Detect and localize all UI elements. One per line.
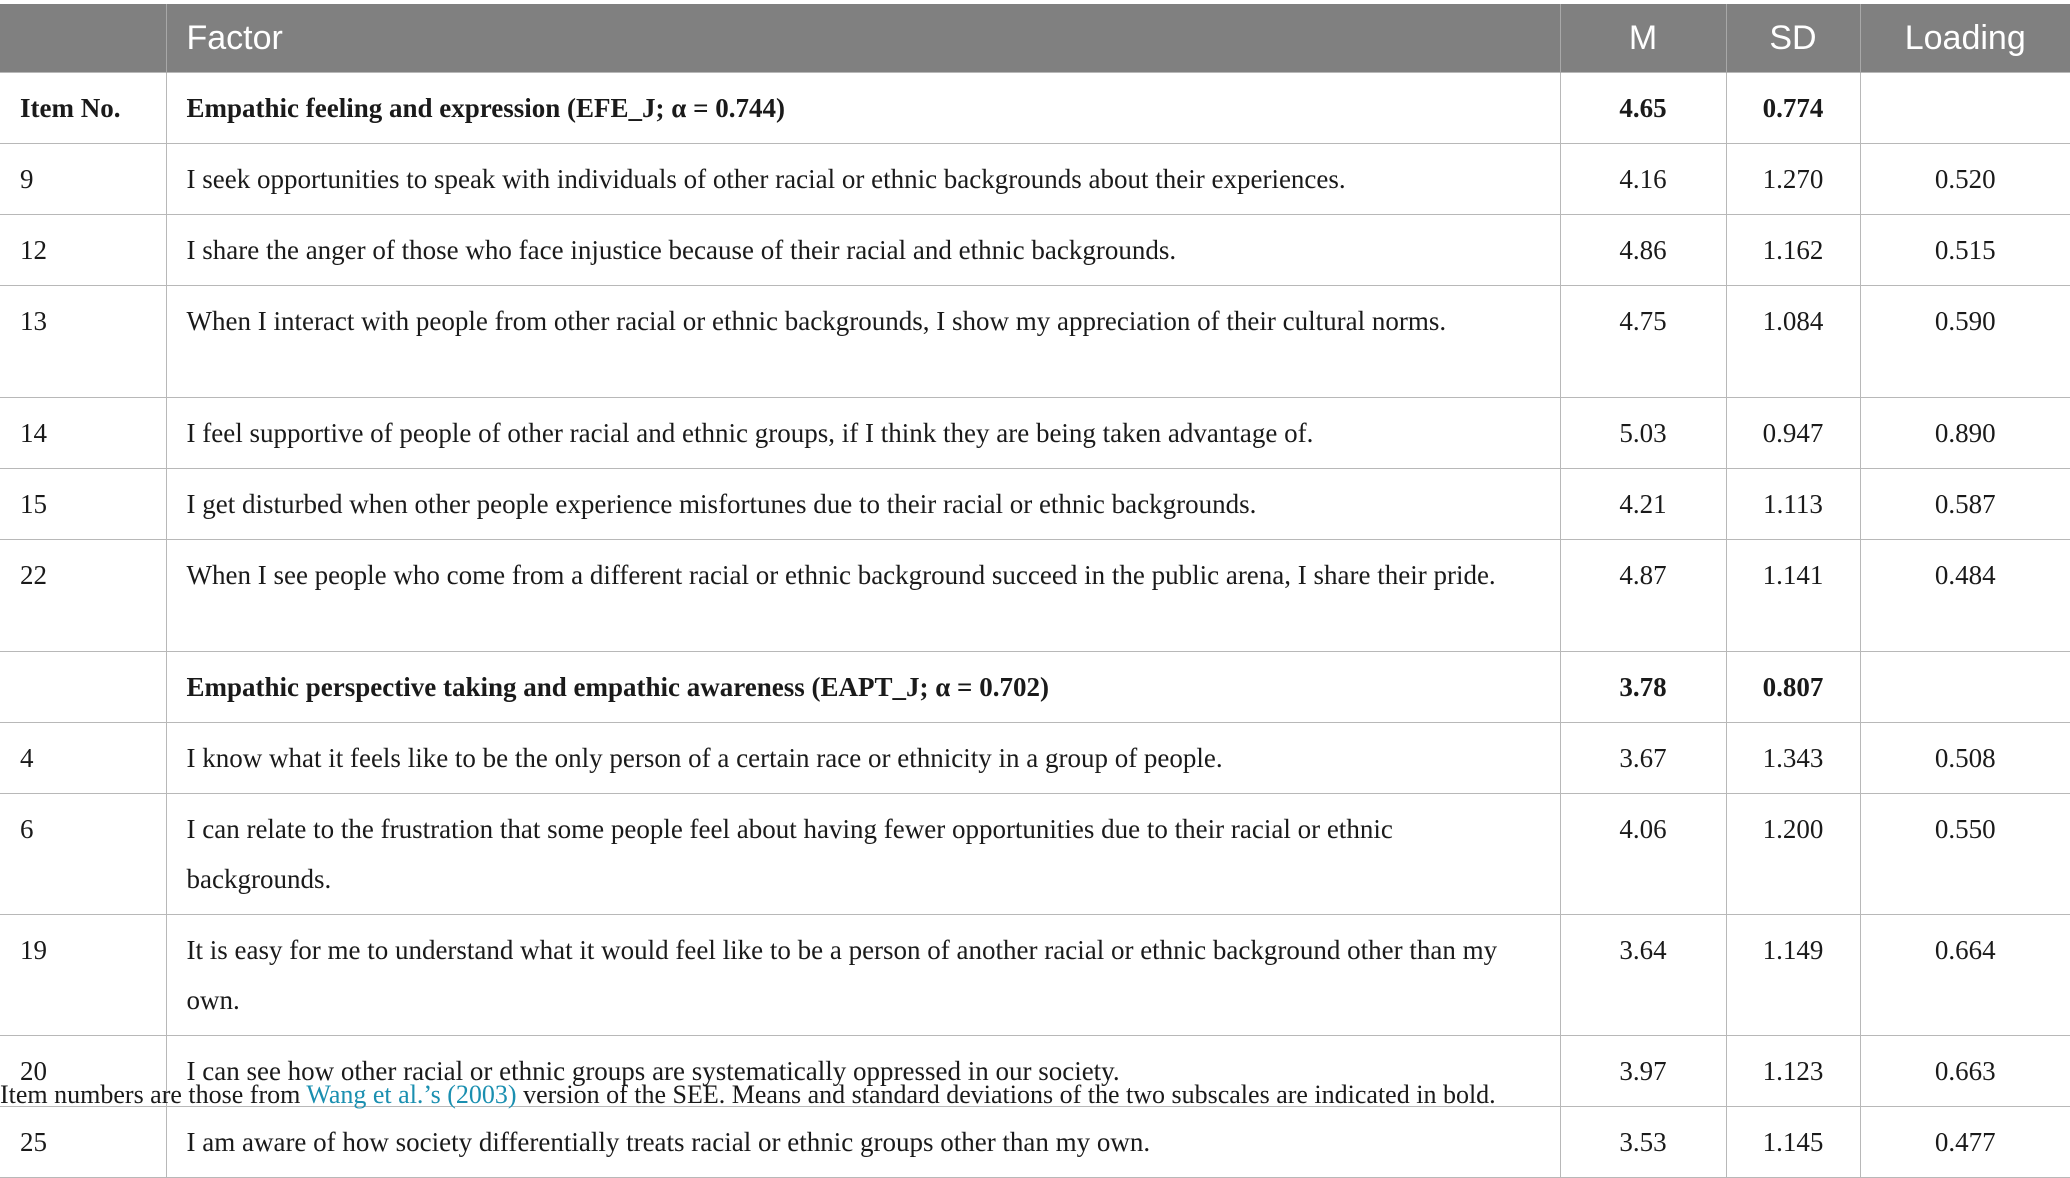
factor-loadings-table [0, 4, 2070, 1178]
cell-item [0, 652, 166, 723]
cell-loading [1860, 652, 2070, 723]
cell-loading: 0.663 [1860, 1036, 2070, 1107]
cell-text: When I interact with people from other racial or ethnic backgrounds, I show my appreciation of their cultural norms. [166, 286, 1560, 398]
table-row [0, 144, 2070, 215]
cell-sd: 1.084 [1726, 286, 1860, 398]
cell-text: I can see how other racial or ethnic groups are systematically oppressed in our society. [166, 1036, 1560, 1107]
cell-loading: 0.550 [1860, 794, 2070, 915]
cell-loading: 0.477 [1860, 1107, 2070, 1178]
cell-text: Empathic feeling and expression (EFE_J; α = 0.744) [166, 73, 1560, 144]
cell-sd: 1.162 [1726, 215, 1860, 286]
cell-sd: 1.113 [1726, 469, 1860, 540]
cell-text: I get disturbed when other people experience misfortunes due to their racial or ethnic backgrounds. [166, 469, 1560, 540]
cell-m: 3.78 [1560, 652, 1726, 723]
table-row [0, 723, 2070, 794]
cell-item: 13 [0, 286, 166, 398]
table-footnote [0, 1080, 1496, 1110]
table-row [0, 794, 2070, 915]
cell-item: 20 [0, 1036, 166, 1107]
cell-m: 3.64 [1560, 915, 1726, 1036]
cell-text: Empathic perspective taking and empathic awareness (EAPT_J; α = 0.702) [166, 652, 1560, 723]
table-container [0, 4, 2070, 1178]
cell-loading: 0.515 [1860, 215, 2070, 286]
cell-m: 4.87 [1560, 540, 1726, 652]
cell-m: 3.67 [1560, 723, 1726, 794]
header-m: M [1560, 4, 1726, 73]
cell-loading: 0.587 [1860, 469, 2070, 540]
table-row [0, 398, 2070, 469]
cell-item: 9 [0, 144, 166, 215]
footnote-text-before: Item numbers are those from [0, 1080, 307, 1109]
cell-text: I feel supportive of people of other racial and ethnic groups, if I think they are being taken advantage of. [166, 398, 1560, 469]
table-row [0, 215, 2070, 286]
cell-item: Item No. [0, 73, 166, 144]
cell-text: I can relate to the frustration that some people feel about having fewer opportunities due to their racial or ethnic backgrounds. [166, 794, 1560, 915]
cell-m: 4.21 [1560, 469, 1726, 540]
table-row [0, 540, 2070, 652]
cell-text: When I see people who come from a different racial or ethnic background succeed in the public arena, I share their pride. [166, 540, 1560, 652]
cell-m: 4.16 [1560, 144, 1726, 215]
header-item [0, 4, 166, 73]
header-sd: SD [1726, 4, 1860, 73]
header-loading: Loading [1860, 4, 2070, 73]
cell-text: I know what it feels like to be the only person of a certain race or ethnicity in a group of people. [166, 723, 1560, 794]
cell-m: 4.86 [1560, 215, 1726, 286]
cell-m: 4.06 [1560, 794, 1726, 915]
cell-text: I share the anger of those who face injustice because of their racial and ethnic backgrounds. [166, 215, 1560, 286]
cell-item: 6 [0, 794, 166, 915]
cell-sd: 1.149 [1726, 915, 1860, 1036]
table-row-section [0, 73, 2070, 144]
cell-item: 12 [0, 215, 166, 286]
header-factor: Factor [166, 4, 1560, 73]
cell-m: 3.53 [1560, 1107, 1726, 1178]
table-row [0, 1107, 2070, 1178]
cell-loading: 0.484 [1860, 540, 2070, 652]
table-row [0, 915, 2070, 1036]
header-row [0, 4, 2070, 73]
cell-text: I am aware of how society differentially treats racial or ethnic groups other than my own. [166, 1107, 1560, 1178]
cell-loading [1860, 73, 2070, 144]
cell-sd: 1.200 [1726, 794, 1860, 915]
cell-loading: 0.890 [1860, 398, 2070, 469]
cell-item: 14 [0, 398, 166, 469]
cell-m: 4.75 [1560, 286, 1726, 398]
cell-sd: 1.270 [1726, 144, 1860, 215]
cell-text: It is easy for me to understand what it would feel like to be a person of another racial or ethnic background other than my own. [166, 915, 1560, 1036]
table-row [0, 286, 2070, 398]
cell-sd: 1.145 [1726, 1107, 1860, 1178]
cell-item: 22 [0, 540, 166, 652]
cell-sd: 0.774 [1726, 73, 1860, 144]
cell-sd: 1.141 [1726, 540, 1860, 652]
cell-loading: 0.508 [1860, 723, 2070, 794]
cell-m: 5.03 [1560, 398, 1726, 469]
cell-sd: 1.343 [1726, 723, 1860, 794]
footnote-text-after: version of the SEE. Means and standard deviations of the two subscales are indicated in bold. [516, 1080, 1496, 1109]
cell-m: 4.65 [1560, 73, 1726, 144]
cell-text: I seek opportunities to speak with individuals of other racial or ethnic backgrounds about their experiences. [166, 144, 1560, 215]
citation-link[interactable]: Wang et al.’s (2003) [306, 1080, 517, 1109]
cell-item: 19 [0, 915, 166, 1036]
table-row [0, 469, 2070, 540]
cell-item: 15 [0, 469, 166, 540]
cell-item: 4 [0, 723, 166, 794]
cell-loading: 0.664 [1860, 915, 2070, 1036]
cell-loading: 0.520 [1860, 144, 2070, 215]
cell-loading: 0.590 [1860, 286, 2070, 398]
cell-sd: 0.807 [1726, 652, 1860, 723]
table-row-section [0, 652, 2070, 723]
cell-sd: 1.123 [1726, 1036, 1860, 1107]
cell-m: 3.97 [1560, 1036, 1726, 1107]
cell-sd: 0.947 [1726, 398, 1860, 469]
cell-item: 25 [0, 1107, 166, 1178]
